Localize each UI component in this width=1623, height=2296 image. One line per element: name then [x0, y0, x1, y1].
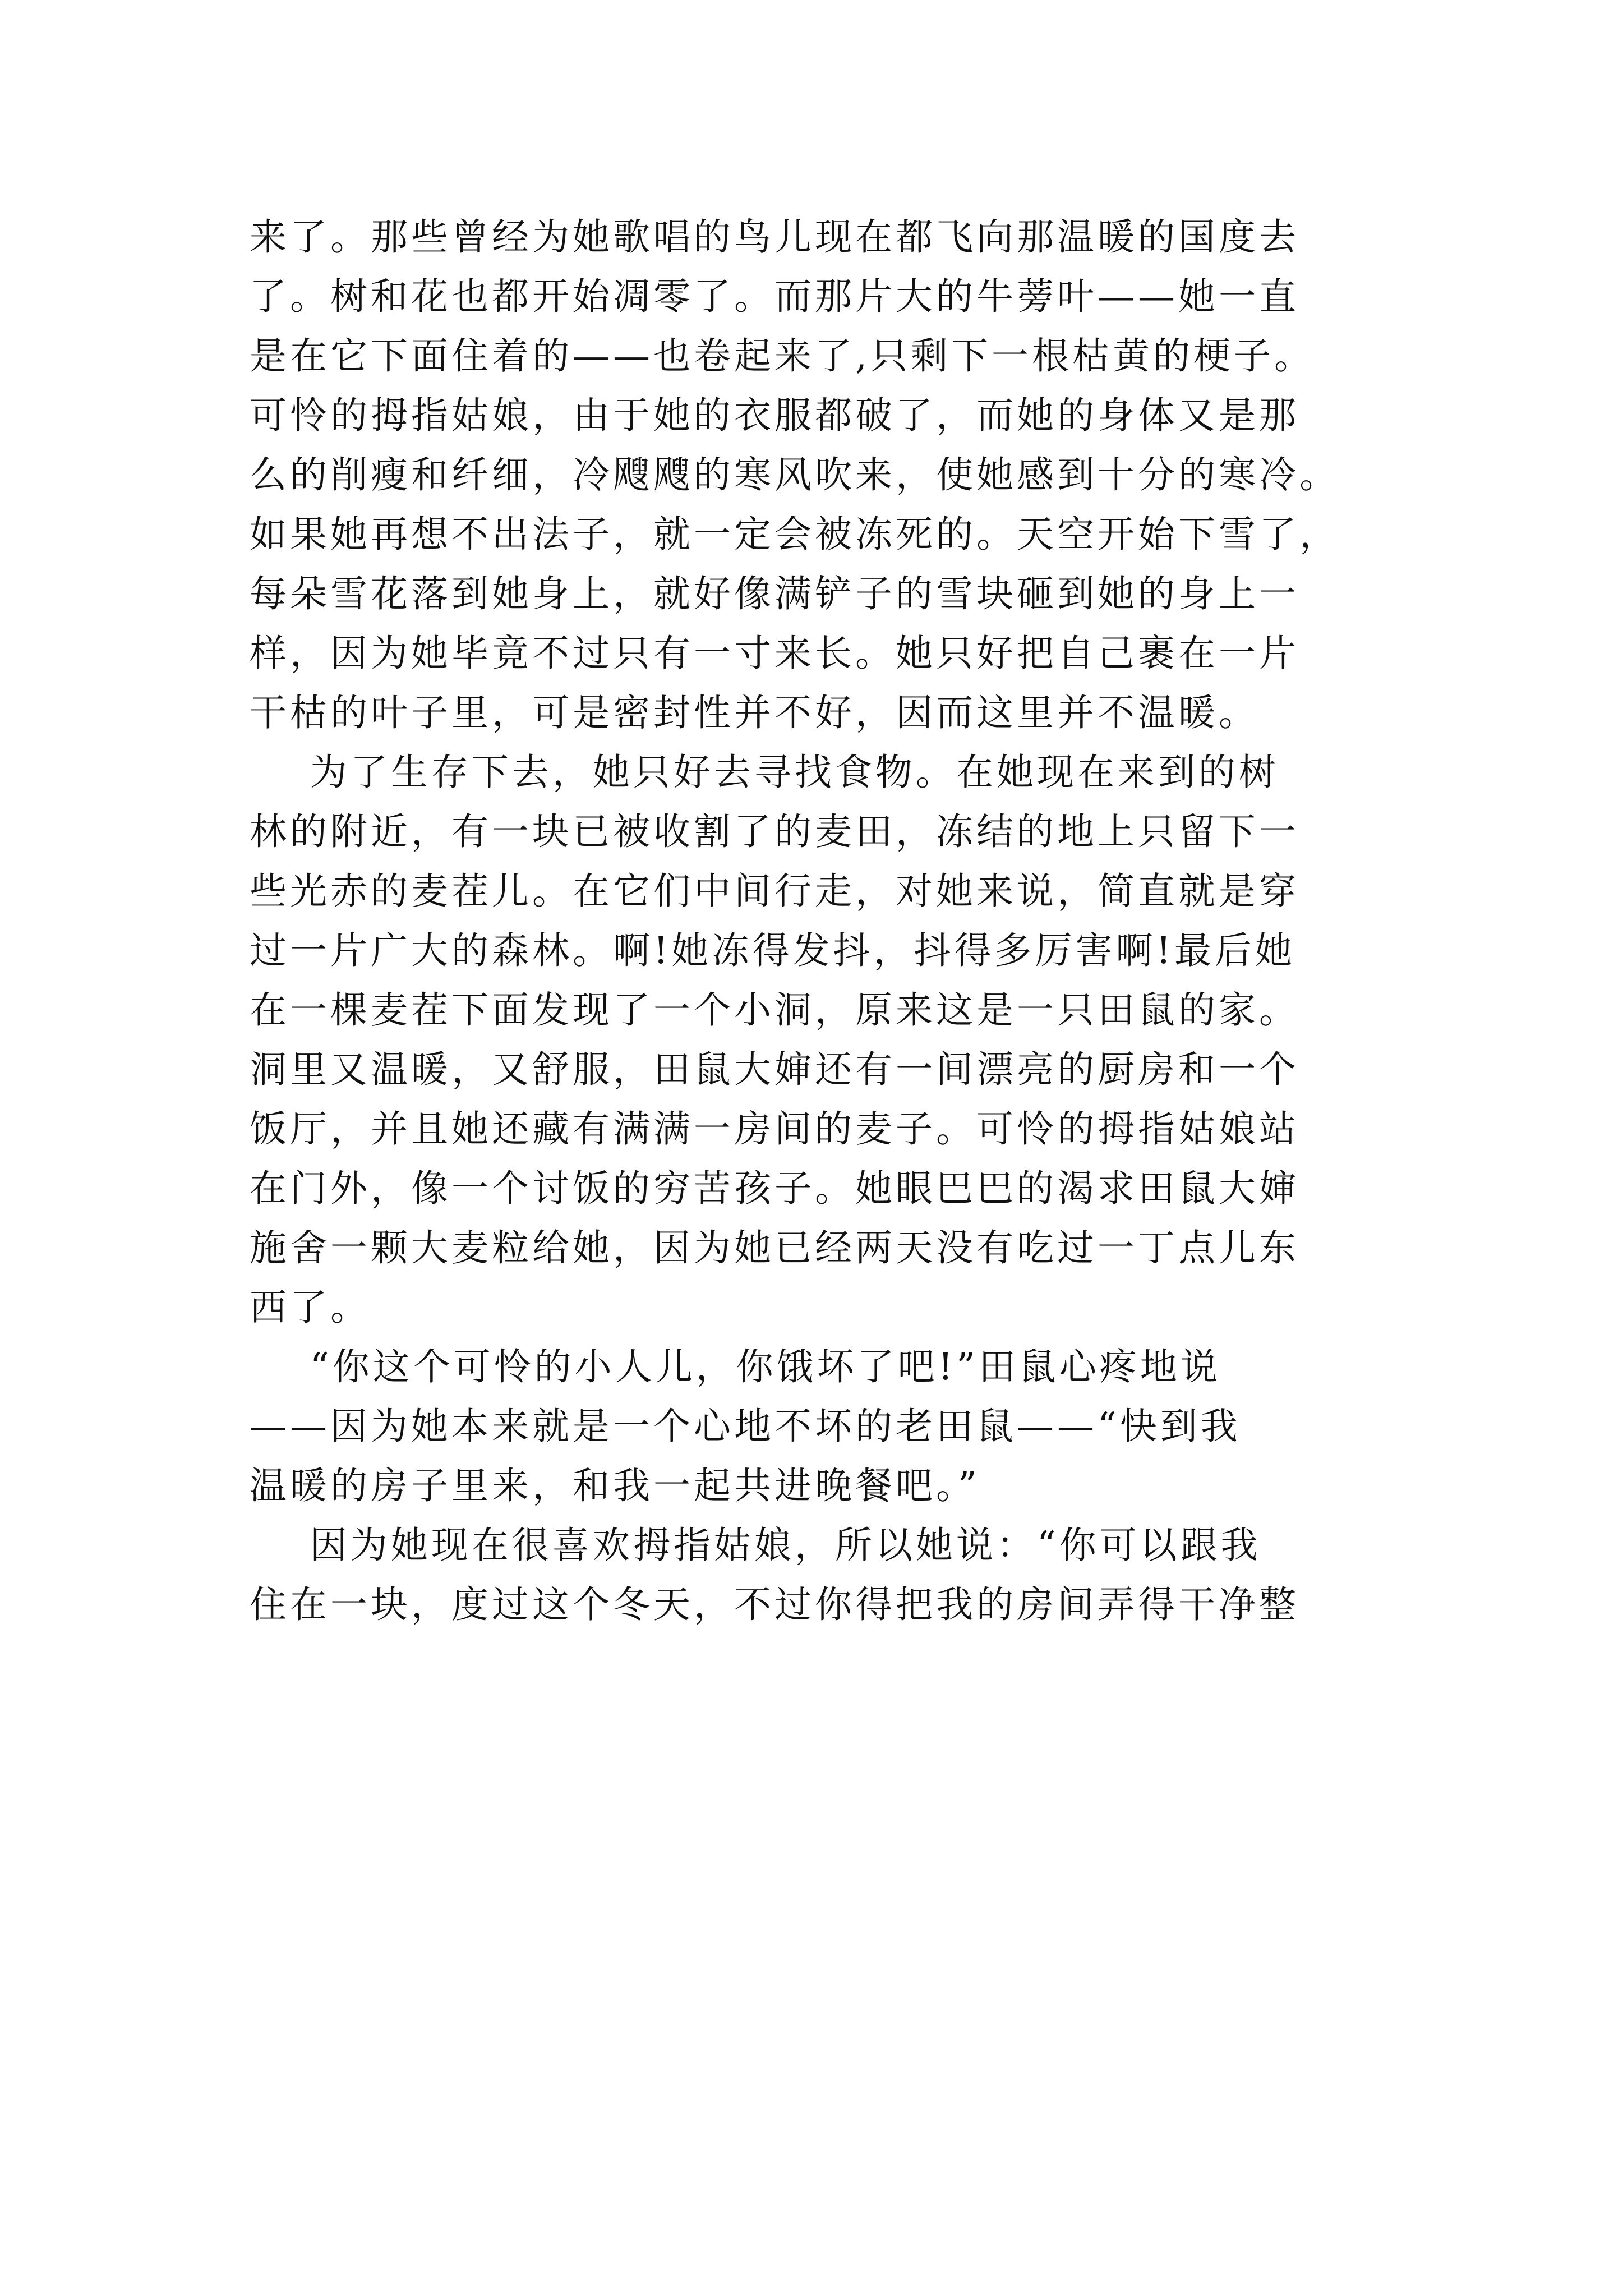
text-line: 是在它下面住着的——也卷起来了,只剩下一根枯黄的梗子。	[250, 334, 1315, 378]
text-line: 为了生存下去，她只好去寻找食物。在她现在来到的树	[250, 751, 1279, 794]
text-line: 因为她现在很喜欢拇指姑娘，所以她说：“你可以跟我	[250, 1524, 1261, 1567]
text-line: 在一棵麦茬下面发现了一个小洞，原来这是一只田鼠的家。	[250, 988, 1299, 1032]
text-line: 西了。	[250, 1286, 371, 1329]
text-line: 过一片广大的森林。啊!她冻得发抖，抖得多厉害啊!最后她	[250, 929, 1296, 972]
text-line: 来了。那些曾经为她歌唱的鸟儿现在都飞向那温暖的国度去	[250, 215, 1299, 259]
text-line: 如果她再想不出法子，就一定会被冻死的。天空开始下雪了，	[250, 513, 1340, 556]
text-line: 饭厅，并且她还藏有满满一房间的麦子。可怜的拇指姑娘站	[250, 1107, 1299, 1151]
text-line: 可怜的拇指姑娘，由于她的衣服都破了，而她的身体又是那	[250, 394, 1299, 437]
text-line: ——因为她本来就是一个心地不坏的老田鼠——“快到我	[250, 1405, 1241, 1448]
text-line: 干枯的叶子里，可是密封性并不好，因而这里并不温暖。	[250, 691, 1259, 734]
text-line: 么的削瘦和纤细，冷飕飕的寒风吹来，使她感到十分的寒冷。	[250, 453, 1340, 496]
text-line: 温暖的房子里来，和我一起共进晚餐吧。”	[250, 1464, 980, 1507]
text-line: 林的附近，有一块已被收割了的麦田，冻结的地上只留下一	[250, 810, 1299, 853]
text-line: 住在一块，度过这个冬天，不过你得把我的房间弄得干净整	[250, 1583, 1299, 1626]
text-line: 些光赤的麦茬儿。在它们中间行走，对她来说，简直就是穿	[250, 869, 1299, 913]
text-line: 洞里又温暖，又舒服，田鼠大婶还有一间漂亮的厨房和一个	[250, 1048, 1299, 1091]
text-line: 施舍一颗大麦粒给她，因为她已经两天没有吃过一丁点儿东	[250, 1226, 1299, 1269]
text-line: 了。树和花也都开始凋零了。而那片大的牛蒡叶——她一直	[250, 275, 1299, 318]
text-line: 在门外，像一个讨饭的穷苦孩子。她眼巴巴的渴求田鼠大婶	[250, 1167, 1299, 1210]
body-text	[250, 208, 1399, 1635]
text-line: “你这个可怜的小人儿，你饿坏了吧!”田鼠心疼地说	[250, 1345, 1221, 1388]
text-line: 每朵雪花落到她身上，就好像满铲子的雪块砸到她的身上一	[250, 572, 1299, 615]
text-line: 样，因为她毕竟不过只有一寸来长。她只好把自己裹在一片	[250, 632, 1299, 675]
